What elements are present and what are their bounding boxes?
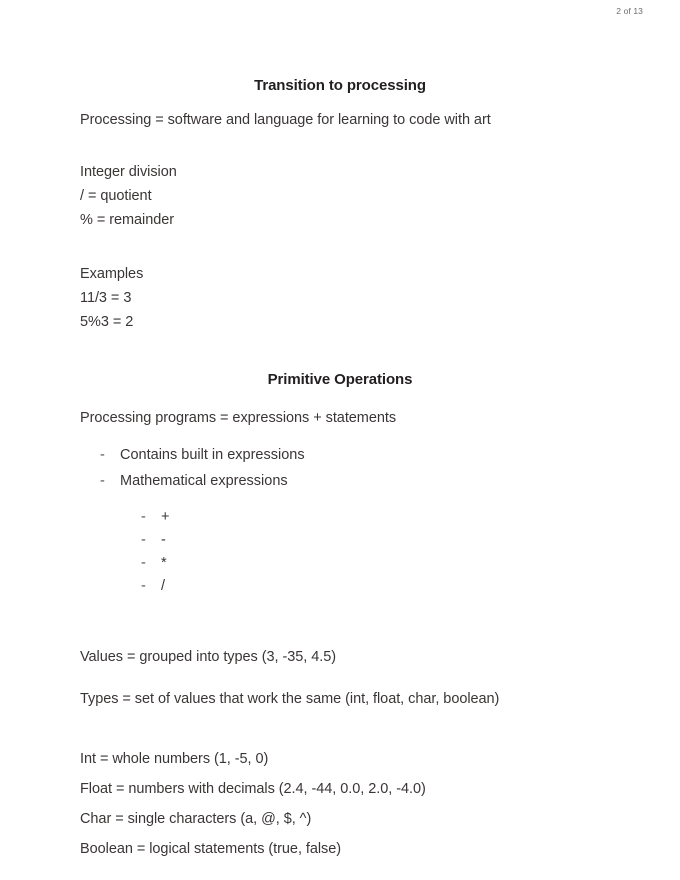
list-item bbox=[80, 529, 600, 552]
operator-divide: / bbox=[161, 578, 166, 594]
operator-sub-bullet-list bbox=[80, 506, 600, 598]
dash-marker: - bbox=[141, 555, 146, 571]
integer-division-title: Integer division bbox=[80, 164, 177, 180]
document-body bbox=[80, 76, 600, 864]
spacer bbox=[80, 96, 600, 108]
spacer bbox=[80, 430, 600, 442]
operator-minus: - bbox=[161, 532, 166, 548]
expression-bullet-list bbox=[80, 442, 600, 494]
section-heading-transition: Transition to processing bbox=[254, 77, 426, 94]
dash-marker: - bbox=[141, 509, 146, 525]
spacer bbox=[80, 672, 600, 684]
spacer bbox=[80, 232, 600, 262]
examples-line-2: 5%3 = 2 bbox=[80, 314, 134, 330]
type-definition-char: Char = single characters (a, @, $, ^) bbox=[80, 811, 312, 827]
operator-multiply: * bbox=[161, 555, 167, 571]
spacer bbox=[80, 598, 600, 642]
dash-marker: - bbox=[100, 473, 105, 489]
spacer bbox=[80, 714, 600, 744]
spacer bbox=[80, 334, 600, 370]
list-item bbox=[80, 575, 600, 598]
examples-line-1: 11/3 = 3 bbox=[80, 290, 132, 306]
spacer bbox=[80, 494, 600, 506]
list-item bbox=[80, 552, 600, 575]
integer-division-remainder: % = remainder bbox=[80, 212, 175, 228]
list-item bbox=[80, 506, 600, 529]
list-item bbox=[80, 468, 600, 494]
integer-division-block bbox=[80, 160, 600, 232]
page-indicator: 2 of 13 bbox=[616, 6, 643, 16]
examples-title: Examples bbox=[80, 266, 144, 282]
spacer bbox=[80, 132, 600, 160]
dash-marker: - bbox=[100, 447, 105, 463]
list-item-label: Mathematical expressions bbox=[120, 473, 288, 489]
types-line: Types = set of values that work the same (int, float, char, boolean) bbox=[80, 691, 500, 707]
dash-marker: - bbox=[141, 532, 146, 548]
values-line: Values = grouped into types (3, -35, 4.5) bbox=[80, 649, 337, 665]
type-definition-float: Float = numbers with decimals (2.4, -44, 0.0, 2.0, -4.0) bbox=[80, 781, 426, 797]
list-item bbox=[80, 442, 600, 468]
type-definitions-block bbox=[80, 744, 600, 864]
section-heading-primitive-operations: Primitive Operations bbox=[267, 371, 413, 388]
examples-block bbox=[80, 262, 600, 334]
operator-plus: + bbox=[161, 509, 170, 525]
spacer bbox=[80, 390, 600, 406]
integer-division-quotient: / = quotient bbox=[80, 188, 152, 204]
intro-line-primitive-operations: Processing programs = expressions + statements bbox=[80, 410, 397, 426]
type-definition-boolean: Boolean = logical statements (true, false) bbox=[80, 841, 342, 857]
intro-line-processing: Processing = software and language for learning to code with art bbox=[80, 112, 491, 128]
dash-marker: - bbox=[141, 578, 146, 594]
list-item-label: Contains built in expressions bbox=[120, 447, 305, 463]
type-definition-int: Int = whole numbers (1, -5, 0) bbox=[80, 751, 269, 767]
